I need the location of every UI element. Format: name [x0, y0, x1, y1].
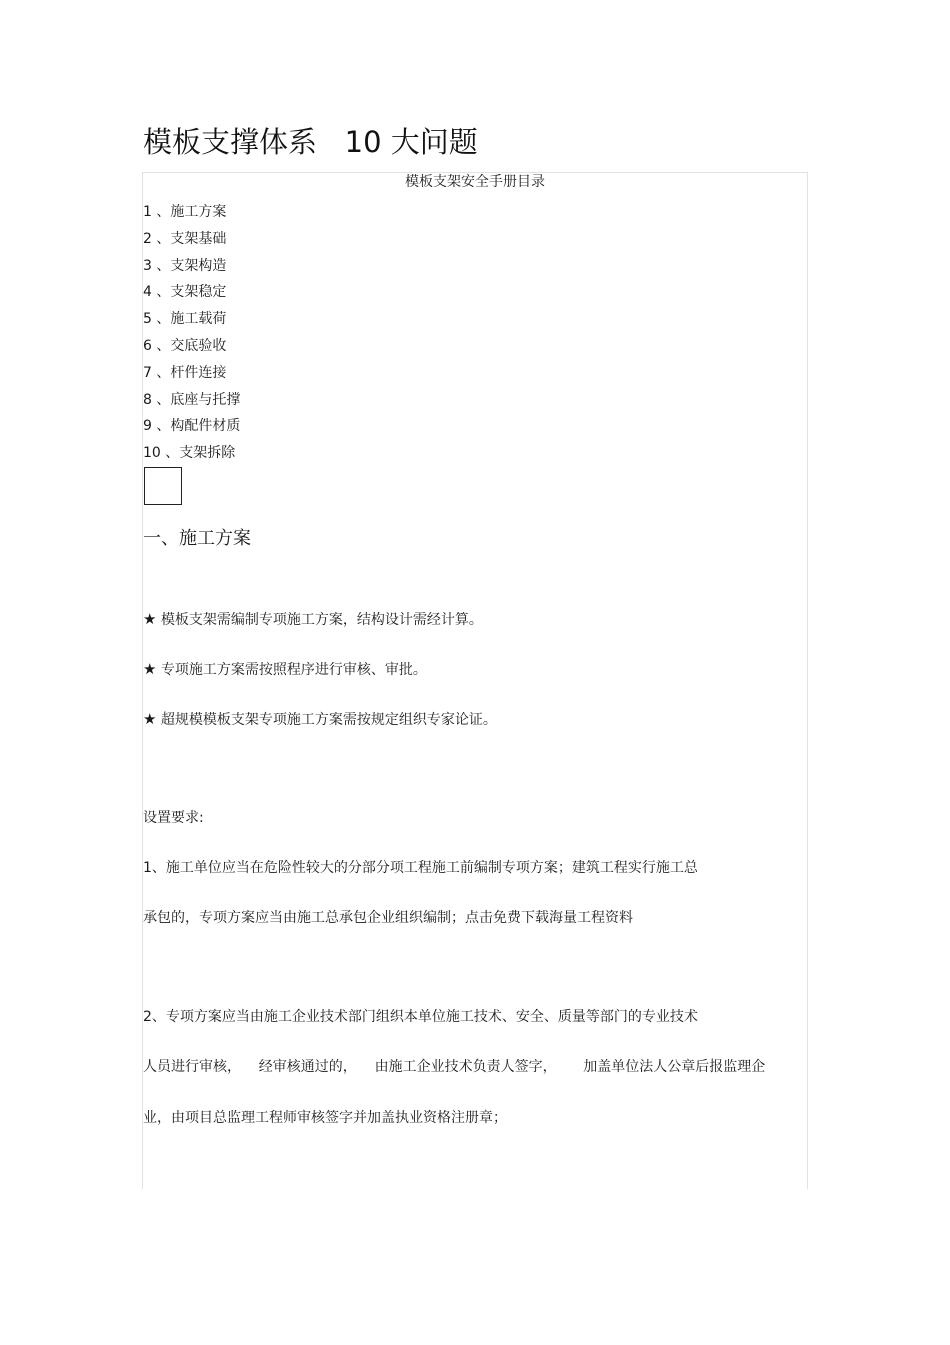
paragraph-line: 业，由项目总监理工程师审核签字并加盖执业资格注册章；: [143, 1110, 507, 1126]
toc-item: 6 、交底验收: [143, 337, 227, 354]
star-icon: ★: [143, 660, 157, 678]
toc-item: 10 、支架拆除: [143, 445, 236, 462]
toc-item: 3 、支架构造: [143, 257, 227, 274]
bullet-item: [143, 659, 427, 680]
paragraph-line: 2、专项方案应当由施工企业技术部门组织本单位施工技术、安全、质量等部门的专业技术: [143, 1009, 698, 1025]
toc-item: 9 、构配件材质: [143, 418, 241, 435]
empty-checkbox[interactable]: [144, 467, 182, 505]
bullet-text: 专项施工方案需按照程序进行审核、审批。: [160, 662, 427, 678]
paragraph-line: 1、施工单位应当在危险性较大的分部分项工程施工前编制专项方案；建筑工程实行施工总: [143, 860, 698, 876]
toc-item: 1 、施工方案: [143, 204, 227, 220]
toc-list: [143, 199, 240, 467]
toc-item: 4 、支架稳定: [143, 284, 227, 301]
toc-heading: 模板支架安全手册目录: [405, 174, 545, 190]
document-title: 模板支撑体系 10 大问题: [143, 125, 478, 159]
toc-item: 7 、杆件连接: [143, 364, 227, 381]
star-icon: ★: [143, 610, 157, 628]
bullet-text: 超规模模板支架专项施工方案需按规定组织专家论证。: [160, 712, 497, 728]
bullet-item: [143, 609, 483, 630]
requirements-label: 设置要求:: [143, 810, 204, 826]
bullet-text: 模板支架需编制专项施工方案，结构设计需经计算。: [160, 612, 483, 628]
section-heading: 一、施工方案: [143, 528, 251, 549]
toc-item: 8 、底座与托撑: [143, 391, 241, 408]
bullet-item: [143, 709, 497, 730]
star-icon: ★: [143, 710, 157, 728]
toc-item: 5 、施工载荷: [143, 311, 227, 328]
content-frame: [142, 172, 808, 1189]
paragraph-line: 人员进行审核， 经审核通过的， 由施工企业技术负责人签字， 加盖单位法人公章后报监理企: [143, 1059, 766, 1075]
toc-item: 2 、支架基础: [143, 230, 227, 247]
paragraph-line: 承包的，专项方案应当由施工总承包企业组织编制；点击免费下载海量工程资料: [143, 910, 633, 926]
